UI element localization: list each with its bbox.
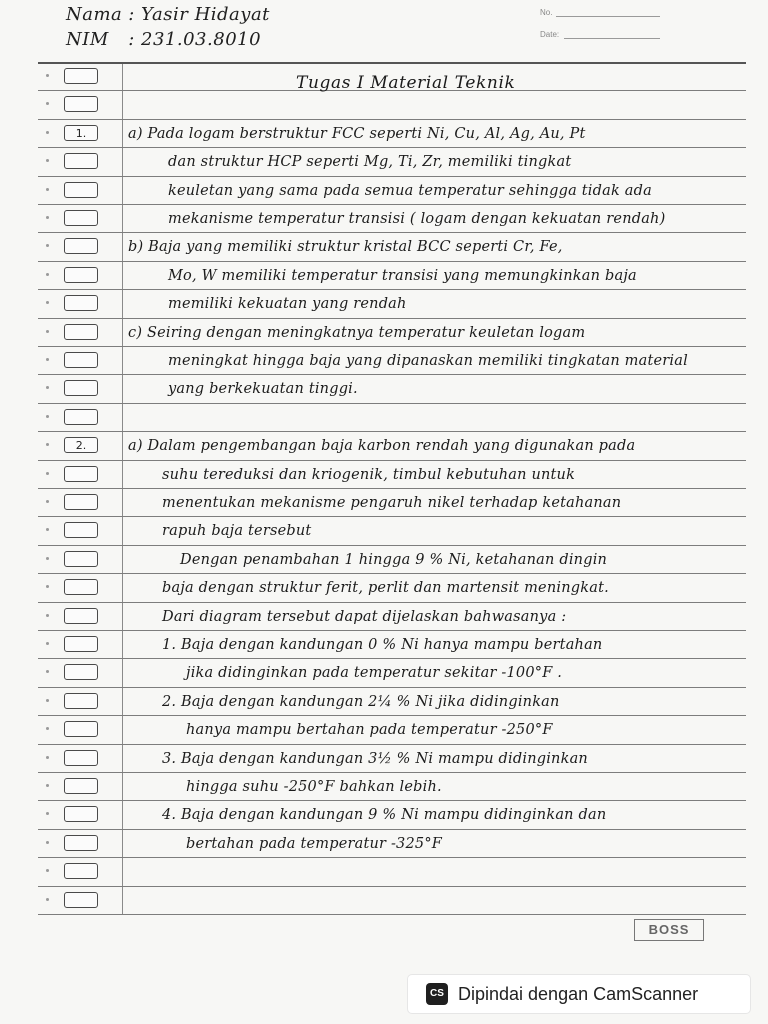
ruled-line xyxy=(38,658,746,659)
binding-hole xyxy=(46,670,49,673)
margin-box xyxy=(64,210,98,226)
nim-value: 231.03.8010 xyxy=(141,29,262,50)
binding-hole xyxy=(46,528,49,531)
margin-box xyxy=(64,664,98,680)
name-label: Nama xyxy=(66,4,123,25)
ruled-line xyxy=(38,573,746,574)
ruled-line xyxy=(38,403,746,404)
handwritten-line: bertahan pada temperatur -325°F xyxy=(186,836,443,852)
date-line xyxy=(564,38,660,39)
handwritten-line: c) Seiring dengan meningkatnya temperatur keuletan logam xyxy=(128,325,586,341)
binding-hole xyxy=(46,472,49,475)
binding-hole xyxy=(46,216,49,219)
binding-hole xyxy=(46,358,49,361)
handwritten-line: Dengan penambahan 1 hingga 9 % Ni, ketahanan dingin xyxy=(180,552,608,568)
handwritten-line: mekanisme temperatur transisi ( logam dengan kekuatan rendah) xyxy=(168,211,666,227)
page-title: Tugas I Material Teknik xyxy=(296,73,516,93)
binding-hole xyxy=(46,273,49,276)
margin-box xyxy=(64,750,98,766)
ruled-line xyxy=(38,800,746,801)
handwritten-line: jika didinginkan pada temperatur sekitar -100°F . xyxy=(186,665,563,681)
margin-box xyxy=(64,324,98,340)
handwritten-line: 2. Baja dengan kandungan 2¼ % Ni jika didinginkan xyxy=(162,694,560,710)
ruled-line xyxy=(38,289,746,290)
ruled-line xyxy=(38,261,746,262)
ruled-line xyxy=(38,715,746,716)
ruled-line xyxy=(38,914,746,915)
ruled-line xyxy=(38,687,746,688)
ruled-line xyxy=(38,886,746,887)
handwritten-line: b) Baja yang memiliki struktur kristal BCC seperti Cr, Fe, xyxy=(128,239,563,255)
handwritten-line: dan struktur HCP seperti Mg, Ti, Zr, memiliki tingkat xyxy=(168,154,572,170)
margin-box xyxy=(64,68,98,84)
margin-box xyxy=(64,267,98,283)
margin-box xyxy=(64,863,98,879)
ruled-line xyxy=(38,602,746,603)
handwritten-line: hanya mampu bertahan pada temperatur -250°F xyxy=(186,722,553,738)
binding-hole xyxy=(46,727,49,730)
ruled-line xyxy=(38,829,746,830)
binding-hole xyxy=(46,869,49,872)
ruled-line xyxy=(38,62,746,64)
camscanner-text: Dipindai dengan CamScanner xyxy=(458,983,699,1004)
ruled-line xyxy=(38,772,746,773)
margin-box xyxy=(64,693,98,709)
margin-box xyxy=(64,295,98,311)
binding-hole xyxy=(46,500,49,503)
binding-hole xyxy=(46,614,49,617)
binding-hole xyxy=(46,756,49,759)
binding-hole xyxy=(46,642,49,645)
binding-hole xyxy=(46,557,49,560)
nim-label: NIM xyxy=(66,29,109,50)
margin-box xyxy=(64,352,98,368)
handwritten-line: baja dengan struktur ferit, perlit dan martensit meningkat. xyxy=(162,580,609,596)
ruled-line xyxy=(38,488,746,489)
binding-hole xyxy=(46,585,49,588)
notebook-brand-logo: BOSS xyxy=(634,919,704,941)
ruled-line xyxy=(38,232,746,233)
ruled-line xyxy=(38,176,746,177)
handwritten-line: Dari diagram tersebut dapat dijelaskan bahwasanya : xyxy=(162,609,567,625)
margin-box xyxy=(64,835,98,851)
ruled-line xyxy=(38,147,746,148)
handwritten-line: keuletan yang sama pada semua temperatur sehingga tidak ada xyxy=(168,183,652,199)
ruled-line xyxy=(38,204,746,205)
margin-box xyxy=(64,778,98,794)
binding-hole xyxy=(46,188,49,191)
handwritten-line: Mo, W memiliki temperatur transisi yang memungkinkan baja xyxy=(168,268,637,284)
binding-hole xyxy=(46,131,49,134)
handwritten-line: suhu tereduksi dan kriogenik, timbul kebutuhan untuk xyxy=(162,467,576,483)
handwritten-line: memiliki kekuatan yang rendah xyxy=(168,296,407,312)
handwritten-line: a) Pada logam berstruktur FCC seperti Ni, Cu, Al, Ag, Au, Pt xyxy=(128,126,586,142)
no-label: No. xyxy=(540,8,553,17)
date-label: Date: xyxy=(540,30,560,39)
handwritten-line: hingga suhu -250°F bahkan lebih. xyxy=(186,779,442,795)
margin-box xyxy=(64,579,98,595)
handwritten-line: yang berkekuatan tinggi. xyxy=(168,381,358,397)
question-number-box: 2. xyxy=(64,437,98,453)
nim-row xyxy=(66,29,261,50)
ruled-line xyxy=(38,545,746,546)
margin-box xyxy=(64,380,98,396)
camscanner-icon: CS xyxy=(426,983,448,1005)
binding-hole xyxy=(46,102,49,105)
ruled-line xyxy=(38,630,746,631)
camscanner-watermark xyxy=(408,975,750,1013)
ruled-line xyxy=(38,346,746,347)
margin-box xyxy=(64,522,98,538)
margin-box xyxy=(64,494,98,510)
margin-box xyxy=(64,238,98,254)
binding-hole xyxy=(46,699,49,702)
margin-box xyxy=(64,721,98,737)
ruled-line xyxy=(38,516,746,517)
handwritten-line: 1. Baja dengan kandungan 0 % Ni hanya mampu bertahan xyxy=(162,637,603,653)
no-line xyxy=(556,16,660,17)
margin-box xyxy=(64,608,98,624)
margin-box xyxy=(64,153,98,169)
handwritten-line: rapuh baja tersebut xyxy=(162,523,312,539)
handwritten-line: 4. Baja dengan kandungan 9 % Ni mampu didinginkan dan xyxy=(162,807,607,823)
binding-hole xyxy=(46,443,49,446)
ruled-line xyxy=(38,460,746,461)
margin-box xyxy=(64,96,98,112)
margin-box xyxy=(64,409,98,425)
handwritten-line: meningkat hingga baja yang dipanaskan memiliki tingkatan material xyxy=(168,353,688,369)
binding-hole xyxy=(46,386,49,389)
margin-box xyxy=(64,806,98,822)
ruled-line xyxy=(38,744,746,745)
handwritten-line: menentukan mekanisme pengaruh nikel terhadap ketahanan xyxy=(162,495,622,511)
colon: : xyxy=(128,29,142,50)
handwritten-line: 3. Baja dengan kandungan 3½ % Ni mampu didinginkan xyxy=(162,751,588,767)
question-number-box: 1. xyxy=(64,125,98,141)
margin-box xyxy=(64,182,98,198)
margin-box xyxy=(64,466,98,482)
ruled-line xyxy=(38,318,746,319)
binding-hole xyxy=(46,74,49,77)
colon: : xyxy=(128,4,142,25)
binding-hole xyxy=(46,415,49,418)
binding-hole xyxy=(46,159,49,162)
ruled-line xyxy=(38,374,746,375)
binding-hole xyxy=(46,784,49,787)
ruled-line xyxy=(38,431,746,432)
handwritten-line: a) Dalam pengembangan baja karbon rendah yang digunakan pada xyxy=(128,438,636,454)
ruled-line xyxy=(38,857,746,858)
binding-hole xyxy=(46,244,49,247)
name-value: Yasir Hidayat xyxy=(141,4,270,25)
margin-box xyxy=(64,551,98,567)
ruled-line xyxy=(38,119,746,120)
binding-hole xyxy=(46,898,49,901)
margin-box xyxy=(64,892,98,908)
binding-hole xyxy=(46,301,49,304)
name-row xyxy=(66,4,270,25)
margin-box xyxy=(64,636,98,652)
binding-hole xyxy=(46,841,49,844)
binding-hole xyxy=(46,812,49,815)
binding-hole xyxy=(46,330,49,333)
